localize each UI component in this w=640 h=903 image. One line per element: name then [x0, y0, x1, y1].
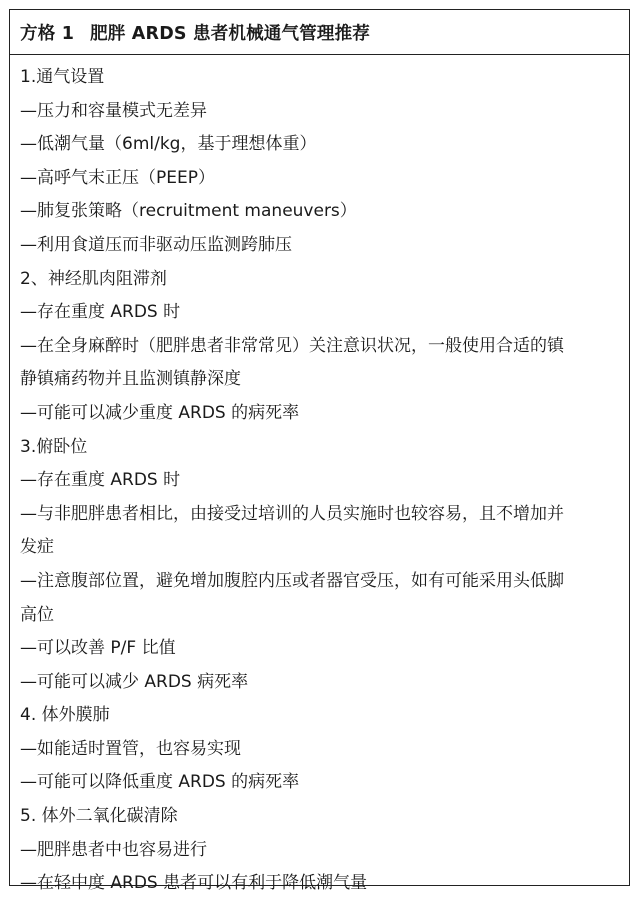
list-item: —在全身麻醉时（肥胖患者非常常见）关注意识状况，一般使用合适的镇 [20, 335, 564, 356]
list-item-continuation: 发症 [20, 537, 54, 558]
box-title: 肥胖 ARDS 患者机械通气管理推荐 [90, 23, 371, 44]
list-item-continuation: 高位 [20, 604, 54, 625]
box-content [10, 55, 629, 901]
recommendation-box [9, 9, 630, 894]
section-heading-nmb: 2、神经肌肉阻滞剂 [20, 268, 167, 289]
box-header [10, 10, 629, 55]
section-heading-ventilation: 1.通气设置 [20, 67, 105, 87]
section-heading-ecco2r: 5. 体外二氧化碳清除 [20, 806, 178, 827]
list-item: —压力和容量模式无差异 [20, 100, 207, 121]
list-item: —利用食道压而非驱动压监测跨肺压 [20, 234, 292, 255]
section-heading-prone: 3.俯卧位 [20, 436, 88, 457]
list-item: —可能可以减少 ARDS 病死率 [20, 671, 249, 692]
list-item: —肥胖患者中也容易进行 [20, 839, 207, 860]
list-item: —高呼气末正压（PEEP） [20, 167, 215, 188]
box-label: 方格 1 [20, 23, 75, 44]
list-item: —肺复张策略（recruitment maneuvers） [20, 201, 357, 222]
list-item: —可能可以降低重度 ARDS 的病死率 [20, 772, 300, 793]
list-item: —低潮气量（6ml/kg，基于理想体重） [20, 134, 317, 155]
list-item: —注意腹部位置，避免增加腹腔内压或者器官受压，如有可能采用头低脚 [20, 570, 564, 591]
list-item: —与非肥胖患者相比，由接受过培训的人员实施时也较容易，且不增加并 [20, 503, 564, 524]
list-item: —可以改善 P/F 比值 [20, 638, 176, 659]
list-item: —如能适时置管，也容易实现 [20, 738, 241, 759]
list-item: —存在重度 ARDS 时 [20, 302, 181, 323]
section-heading-ecmo: 4. 体外膜肺 [20, 705, 110, 726]
list-item: —可能可以减少重度 ARDS 的病死率 [20, 402, 300, 423]
list-item: —在轻中度 ARDS 患者可以有利于降低潮气量 [20, 873, 368, 894]
list-item: —存在重度 ARDS 时 [20, 470, 181, 491]
list-item-continuation: 静镇痛药物并且监测镇静深度 [20, 369, 241, 390]
